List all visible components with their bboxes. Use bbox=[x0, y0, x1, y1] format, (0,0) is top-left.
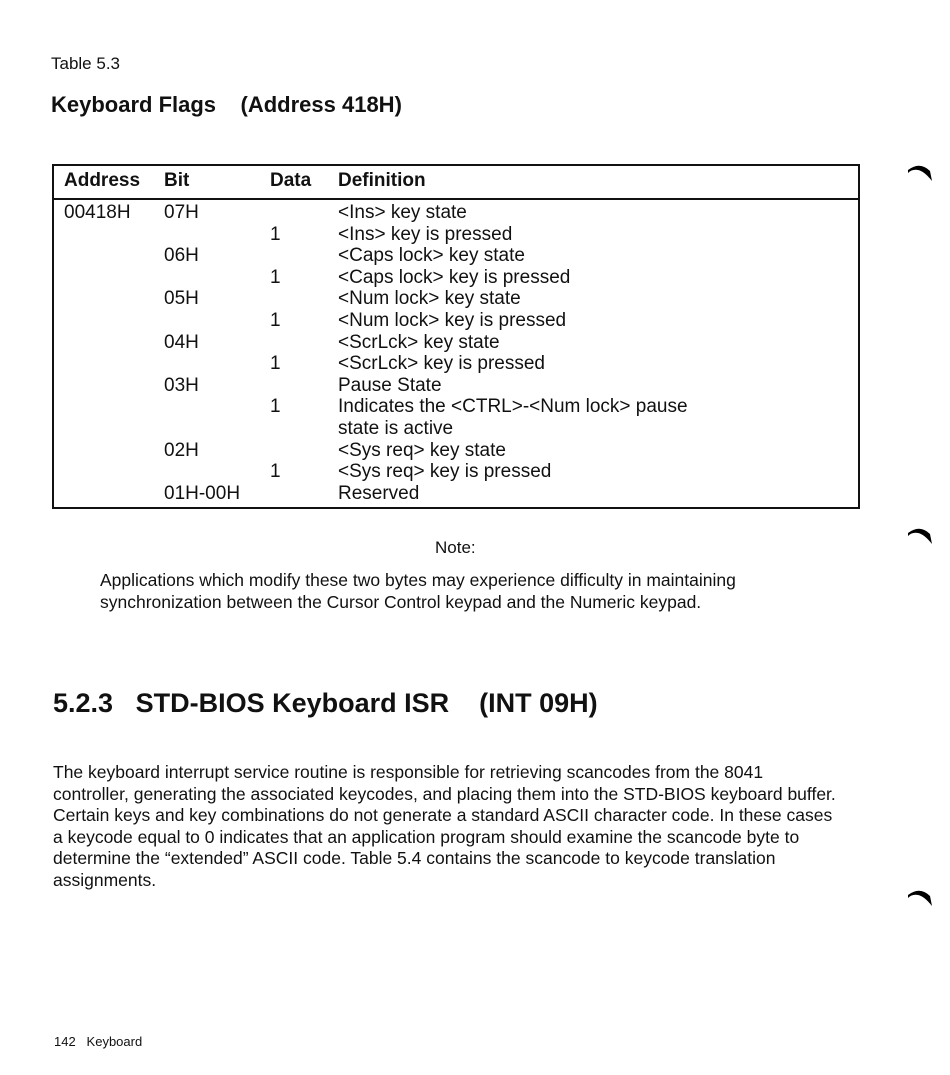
table-row bbox=[54, 288, 858, 310]
table-title-text: Keyboard Flags bbox=[51, 92, 217, 117]
header-address: Address bbox=[64, 170, 141, 191]
cell-definition: Reserved bbox=[338, 482, 420, 504]
cell-bit: 07H bbox=[164, 202, 199, 223]
cell-definition: <Caps lock> key state bbox=[338, 245, 525, 267]
table-row bbox=[54, 267, 858, 289]
section-number: 5.2.3 bbox=[53, 688, 114, 718]
table-caption: Table 5.3 bbox=[51, 54, 120, 73]
note-text: Applications which modify these two bytes may experience difficulty in maintaining synchronization between the Cursor Control keypad and the Numeric keypad. bbox=[100, 570, 736, 612]
table-title-address: (Address 418H) bbox=[240, 92, 402, 117]
cell-definition: <Ins> key state bbox=[338, 202, 467, 223]
table-header-row bbox=[54, 166, 858, 200]
cell-bit: 01H-00H bbox=[164, 482, 241, 504]
punch-hole-mark-top bbox=[906, 161, 934, 183]
cell-data: 1 bbox=[270, 353, 281, 375]
table-row bbox=[54, 245, 858, 267]
cell-data: 1 bbox=[270, 461, 281, 483]
cell-definition: <Caps lock> key is pressed bbox=[338, 266, 571, 288]
table-row bbox=[54, 375, 858, 397]
table-row bbox=[54, 353, 858, 375]
punch-hole-mark-bottom bbox=[906, 886, 934, 908]
cell-bit: 03H bbox=[164, 374, 199, 396]
note-label: Note: bbox=[435, 538, 476, 557]
cell-definition: state is active bbox=[338, 417, 454, 439]
table-row bbox=[54, 483, 858, 505]
cell-definition: Pause State bbox=[338, 374, 442, 396]
section-heading bbox=[53, 688, 598, 719]
table-row bbox=[54, 332, 858, 354]
page-number: 142 bbox=[54, 1034, 76, 1049]
section-title: STD-BIOS Keyboard ISR bbox=[135, 688, 450, 718]
header-definition: Definition bbox=[338, 170, 426, 191]
table-row bbox=[54, 310, 858, 332]
cell-definition: <Ins> key is pressed bbox=[338, 223, 513, 245]
table-title bbox=[51, 92, 402, 118]
cell-definition: Indicates the <CTRL>-<Num lock> pause bbox=[338, 396, 688, 418]
cell-definition: <Sys req> key state bbox=[338, 439, 506, 461]
cell-data: 1 bbox=[270, 396, 281, 418]
header-bit: Bit bbox=[164, 170, 190, 191]
cell-bit: 02H bbox=[164, 439, 199, 461]
table-row bbox=[54, 202, 858, 224]
table-row bbox=[54, 418, 858, 440]
table-row bbox=[54, 224, 858, 246]
cell-data: 1 bbox=[270, 266, 281, 288]
table-body bbox=[54, 202, 858, 504]
punch-hole-mark-middle bbox=[906, 524, 934, 546]
header-data: Data bbox=[270, 170, 312, 191]
section-interrupt: (INT 09H) bbox=[479, 688, 598, 718]
table-row bbox=[54, 440, 858, 462]
cell-definition: <ScrLck> key state bbox=[338, 331, 500, 353]
table-row bbox=[54, 461, 858, 483]
cell-address: 00418H bbox=[64, 202, 131, 223]
cell-definition: <ScrLck> key is pressed bbox=[338, 353, 545, 375]
keyboard-flags-table bbox=[52, 164, 860, 509]
cell-bit: 04H bbox=[164, 331, 199, 353]
cell-definition: <Num lock> key state bbox=[338, 288, 521, 310]
cell-data: 1 bbox=[270, 223, 281, 245]
cell-bit: 06H bbox=[164, 245, 199, 267]
table-row bbox=[54, 396, 858, 418]
chapter-name: Keyboard bbox=[86, 1034, 143, 1049]
cell-bit: 05H bbox=[164, 288, 199, 310]
body-paragraph: The keyboard interrupt service routine is responsible for retrieving scancodes from the 8041 controller, generating the associated keycodes, and placing them into the STD-BIOS keyboard buffer. Certain keys and key combinations do not generate a standard ASCII character code. In these cases a keycode equal to 0 indicates that an application program should examine the scancode byte to determine the “extended” ASCII code. Table 5.4 contains the scancode to keycode translation assignments. bbox=[53, 762, 836, 890]
cell-definition: <Num lock> key is pressed bbox=[338, 309, 567, 331]
cell-data: 1 bbox=[270, 309, 281, 331]
page-footer bbox=[54, 1034, 142, 1049]
cell-definition: <Sys req> key is pressed bbox=[338, 461, 552, 483]
